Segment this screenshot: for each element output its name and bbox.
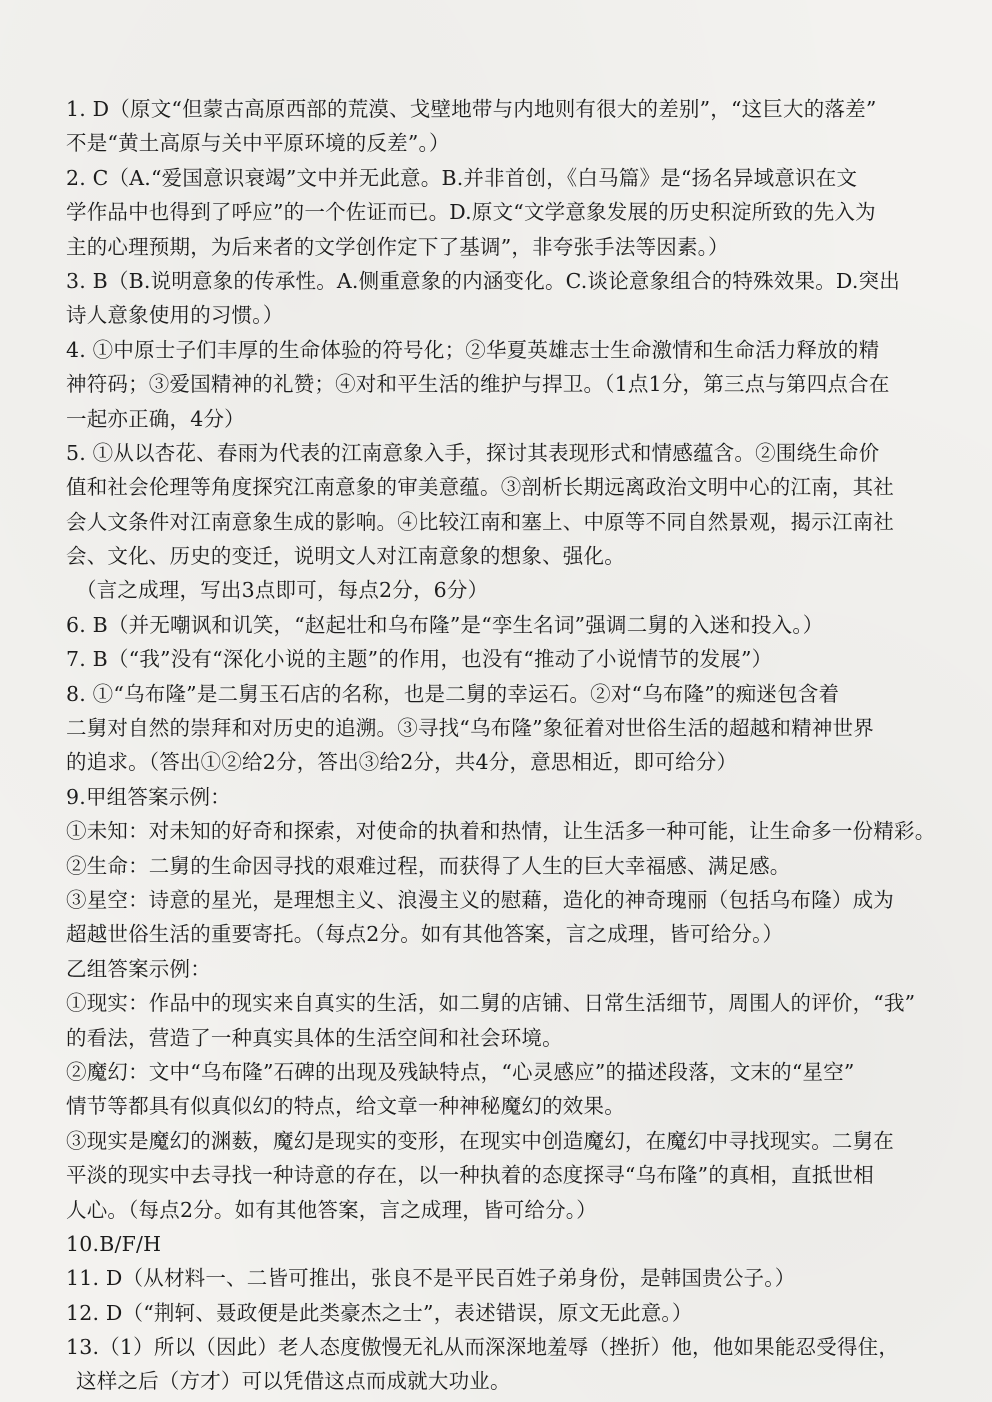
text-line: 4. ①中原士子们丰厚的生命体验的符号化；②华夏英雄志士生命激情和生命活力释放的精 xyxy=(66,337,880,362)
text-line: 5. ①从以杏花、春雨为代表的江南意象入手，探讨其表现形式和情感蕴含。②围绕生命价 xyxy=(66,440,880,465)
text-line: 平淡的现实中去寻找一种诗意的存在，以一种执着的态度探寻“乌布隆”的真相，直抵世相 xyxy=(66,1163,874,1188)
text-line: 一起亦正确，4分） xyxy=(66,406,245,431)
text-line: 12. D（“荆轲、聂政便是此类豪杰之士”，表述错误，原文无此意。） xyxy=(66,1300,693,1325)
text-line: 6. B（并无嘲讽和讥笑，“赵起壮和乌布隆”是“孪生名词”强调二舅的入迷和投入。） xyxy=(66,612,824,637)
text-line: 诗人意象使用的习惯。） xyxy=(66,303,284,328)
text-line: （言之成理，写出3点即可，每点2分，6分） xyxy=(76,578,489,603)
text-line: 乙组答案示例： xyxy=(66,956,211,981)
text-line: 的追求。（答出①②给2分，答出③给2分，共4分，意思相近，即可给分） xyxy=(66,750,738,775)
text-line: 情节等都具有似真似幻的特点，给文章一种神秘魔幻的效果。 xyxy=(66,1094,625,1119)
text-line: 学作品中也得到了呼应”的一个佐证而已。D.原文“文学意象发展的历史积淀所致的先入为 xyxy=(66,200,876,225)
text-line: 11. D（从材料一、二皆可推出，张良不是平民百姓子弟身份，是韩国贵公子。） xyxy=(66,1266,796,1291)
text-line: 不是“黄土高原与关中平原环境的反差”。） xyxy=(66,131,450,156)
text-line: ③星空：诗意的星光，是理想主义、浪漫主义的慰藉，造化的神奇瑰丽（包括乌布隆）成为 xyxy=(66,887,894,912)
text-line: ②魔幻：文中“乌布隆”石碑的出现及残缺特点，“心灵感应”的描述段落，文末的“星空” xyxy=(66,1059,855,1084)
text-line: ①未知：对未知的好奇和探索，对使命的执着和热情，让生活多一种可能，让生命多一份精彩。 xyxy=(66,819,936,844)
text-line: 1. D（原文“但蒙古高原西部的荒漠、戈壁地带与内地则有很大的差别”，“这巨大的落差” xyxy=(66,97,877,121)
text-line: 二舅对自然的崇拜和对历史的追溯。③寻找“乌布隆”象征着对世俗生活的超越和精神世界 xyxy=(66,716,874,741)
text-line: 8. ①“乌布隆”是二舅玉石店的名称，也是二舅的幸运石。②对“乌布隆”的痴迷包含着 xyxy=(66,681,840,706)
text-line: 会人文条件对江南意象生成的影响。④比较江南和塞上、中原等不同自然景观，揭示江南社 xyxy=(66,509,894,534)
text-line: ③现实是魔幻的渊薮，魔幻是现实的变形，在现实中创造魔幻，在魔幻中寻找现实。二舅在 xyxy=(66,1128,894,1153)
text-line: 7. B（“我”没有“深化小说的主题”的作用，也没有“推动了小说情节的发展”） xyxy=(66,647,773,672)
text-line: 的看法，营造了一种真实具体的生活空间和社会环境。 xyxy=(66,1025,563,1050)
text-line: 值和社会伦理等角度探究江南意象的审美意蕴。③剖析长期远离政治文明中心的江南，其社 xyxy=(66,475,894,500)
text-line: 这样之后（方才）可以凭借这点而成就大功业。 xyxy=(76,1369,511,1394)
text-line: 3. B（B.说明意象的传承性。A.侧重意象的内涵变化。C.谈论意象组合的特殊效果。D.突出 xyxy=(66,268,900,293)
text-line: 9.甲组答案示例： xyxy=(66,784,231,809)
text-line: 神符码；③爱国精神的礼赞；④对和平生活的维护与捍卫。（1点1分，第三点与第四点合在 xyxy=(66,372,890,397)
text-line: 会、文化、历史的变迁，说明文人对江南意象的想象、强化。 xyxy=(66,544,625,569)
text-line: 2. C（A.“爱国意识衰竭”文中并无此意。B.并非首创，《白马篇》是“扬名异域意识在文 xyxy=(66,165,858,190)
text-line: 超越世俗生活的重要寄托。（每点2分。如有其他答案，言之成理，皆可给分。） xyxy=(66,922,784,947)
text-line: 人心。（每点2分。如有其他答案，言之成理，皆可给分。） xyxy=(66,1197,597,1222)
text-line: 13.（1）所以（因此）老人态度傲慢无礼从而深深地羞辱（挫折）他，他如果能忍受得住， xyxy=(66,1335,900,1360)
text-line: 主的心理预期，为后来者的文学创作定下了基调”，非夸张手法等因素。） xyxy=(66,234,729,259)
text-line: ①现实：作品中的现实来自真实的生活，如二舅的店铺、日常生活细节，周围人的评价，“我” xyxy=(66,991,916,1016)
text-line: 10.B/F/H xyxy=(66,1231,162,1256)
text-line: ②生命：二舅的生命因寻找的艰难过程，而获得了人生的巨大幸福感、满足感。 xyxy=(66,853,791,878)
